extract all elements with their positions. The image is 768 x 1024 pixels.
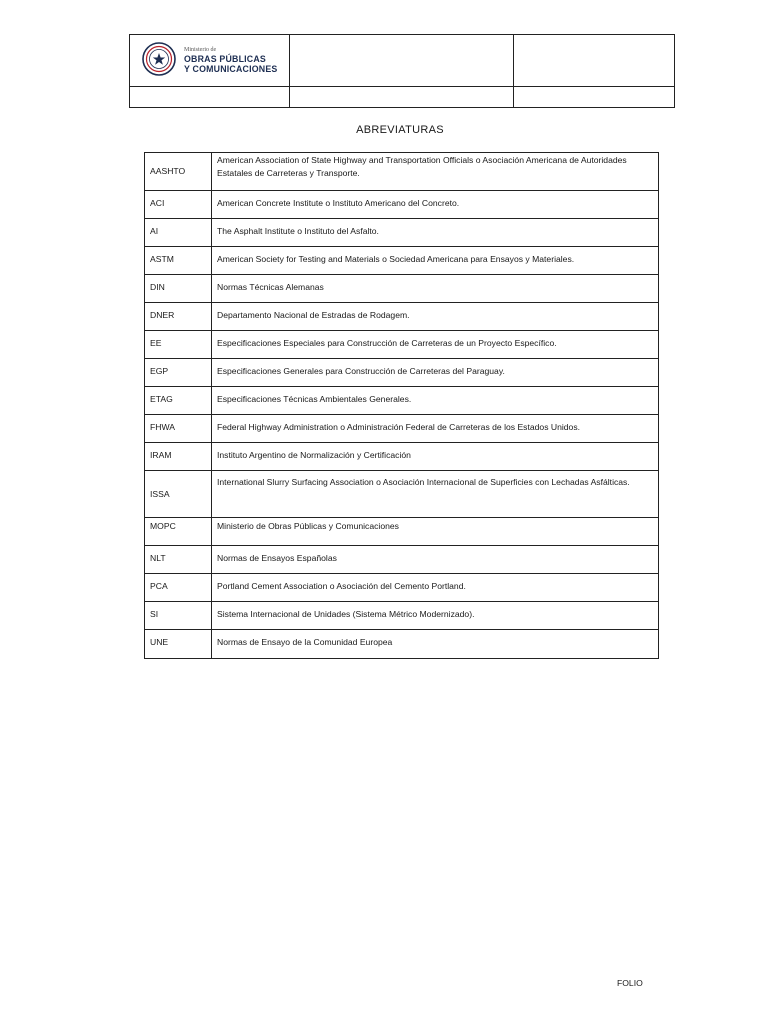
table-row [145, 247, 659, 275]
logo-cell [130, 35, 290, 87]
abbr-description: American Concrete Institute o Instituto Americano del Concreto. [212, 191, 659, 219]
header-empty-cell [130, 87, 290, 108]
table-row [145, 153, 659, 191]
logo-line-1: OBRAS PÚBLICAS [184, 54, 266, 64]
abbreviations-table [144, 152, 659, 659]
table-row [145, 630, 659, 659]
abbr-description: Especificaciones Generales para Construcción de Carreteras del Paraguay. [212, 359, 659, 387]
abbr-description: Federal Highway Administration o Administración Federal de Carreteras de los Estados Unidos. [212, 415, 659, 443]
table-row [145, 387, 659, 415]
abbr-code: EE [145, 331, 212, 359]
abbr-code: SI [145, 602, 212, 630]
page-title: ABREVIATURAS [356, 124, 444, 136]
abbr-code: DNER [145, 303, 212, 331]
paraguay-seal-icon [142, 42, 176, 76]
abbr-description: Especificaciones Técnicas Ambientales Generales. [212, 387, 659, 415]
abbr-description: Portland Cement Association o Asociación del Cemento Portland. [212, 574, 659, 602]
table-row [145, 191, 659, 219]
abbr-code: ETAG [145, 387, 212, 415]
abbr-description: Normas de Ensayos Españolas [212, 546, 659, 574]
header-empty-cell [514, 87, 675, 108]
abbr-description: Departamento Nacional de Estradas de Rodagem. [212, 303, 659, 331]
abbr-description: Especificaciones Especiales para Construcción de Carreteras de un Proyecto Específico. [212, 331, 659, 359]
abbr-code: FHWA [145, 415, 212, 443]
table-row [145, 275, 659, 303]
abbr-description: Normas de Ensayo de la Comunidad Europea [212, 630, 659, 659]
table-row [145, 443, 659, 471]
table-row [145, 546, 659, 574]
table-row [145, 303, 659, 331]
abbr-code: IRAM [145, 443, 212, 471]
ministry-logo [184, 47, 277, 74]
abbr-description: Instituto Argentino de Normalización y Certificación [212, 443, 659, 471]
abbr-description: International Slurry Surfacing Association o Asociación Internacional de Superficies con Lechadas Asfálticas. [212, 471, 659, 518]
abbr-code: ACI [145, 191, 212, 219]
table-row [145, 574, 659, 602]
abbr-description: Ministerio de Obras Públicas y Comunicaciones [212, 518, 659, 546]
header-empty-cell [290, 87, 514, 108]
table-row [145, 415, 659, 443]
abbr-code: UNE [145, 630, 212, 659]
abbr-code: ISSA [145, 471, 212, 518]
abbr-code: DIN [145, 275, 212, 303]
table-row [145, 331, 659, 359]
logo-small-text: Ministerio de [184, 47, 217, 53]
abbr-description: Normas Técnicas Alemanas [212, 275, 659, 303]
table-row [145, 359, 659, 387]
abbr-code: MOPC [145, 518, 212, 546]
abbr-code: EGP [145, 359, 212, 387]
abbr-description: American Association of State Highway and Transportation Officials o Asociación Americana de Autoridades Estatales de Carreteras y Transporte. [212, 153, 659, 191]
table-row [145, 602, 659, 630]
folio-label: FOLIO [617, 978, 643, 988]
logo-line-2: Y COMUNICACIONES [184, 63, 278, 74]
table-row [145, 471, 659, 518]
abbr-code: NLT [145, 546, 212, 574]
table-row [145, 518, 659, 546]
table-row [145, 219, 659, 247]
abbr-code: PCA [145, 574, 212, 602]
abbr-code: AI [145, 219, 212, 247]
abbr-code: ASTM [145, 247, 212, 275]
abbr-code: AASHTO [145, 153, 212, 191]
header-empty-cell [514, 35, 675, 87]
header-table [129, 34, 675, 108]
header-empty-cell [290, 35, 514, 87]
abbr-description: The Asphalt Institute o Instituto del Asfalto. [212, 219, 659, 247]
abbr-description: American Society for Testing and Materials o Sociedad Americana para Ensayos y Materiales. [212, 247, 659, 275]
abbr-description: Sistema Internacional de Unidades (Sistema Métrico Modernizado). [212, 602, 659, 630]
